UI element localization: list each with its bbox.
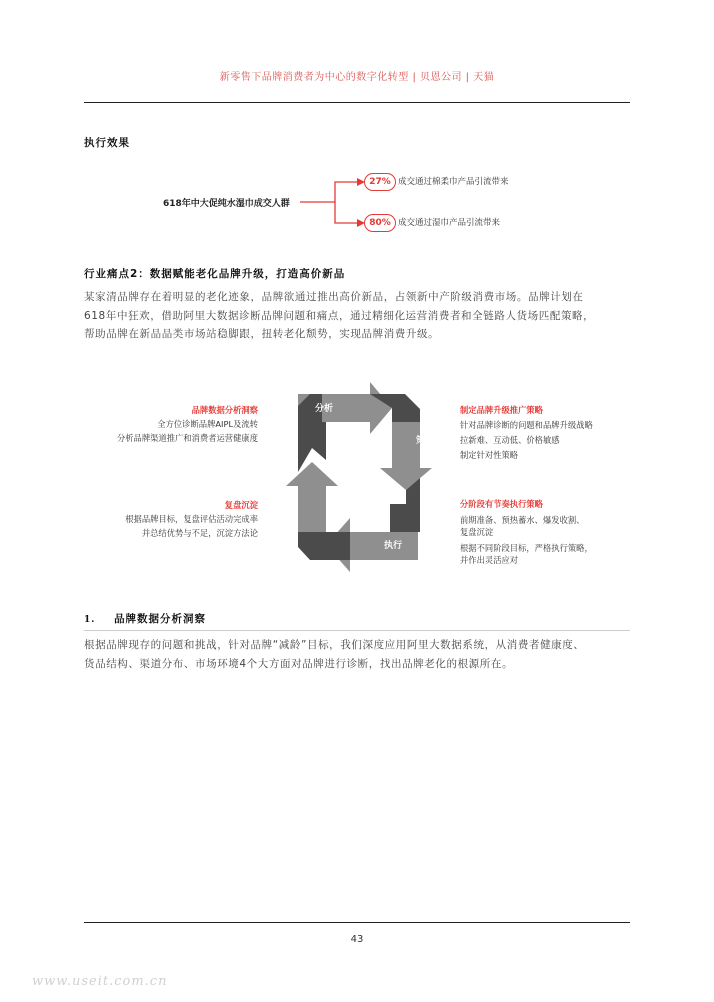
left-top-title: 品牌数据分析洞察 (191, 405, 258, 415)
page-header: 新零售下品牌消费者为中心的数字化转型 | 贝恩公司 | 天猫 (219, 72, 495, 83)
paragraph-line: 根据品牌现存的问题和挑战，针对品牌“减龄”目标，我们深度应用阿里大数据系统，从消费者健康度、 (84, 639, 585, 651)
paragraph-line: 618年中狂欢，借助阿里大数据诊断品牌问题和痛点，通过精细化运营消费者和全链路人货场匹配策略， (84, 309, 595, 322)
effect-source-label: 618年中大促纯水湿巾成交人群 (163, 199, 290, 209)
left-bottom-line: 并总结优势与不足，沉淀方法论 (141, 528, 258, 538)
paragraph-line: 某家清品牌存在着明显的老化迹象，品牌欲通过推出高价新品，占领新中产阶级消费市场。品牌计划在 (84, 291, 584, 303)
left-bottom-title: 复盘沉淀 (224, 500, 258, 510)
arrow-label-review: 复盘 (279, 510, 298, 520)
effect-connector-arrows (295, 170, 375, 235)
right-top-line: 针对品牌诊断的问题和品牌升级战略 (460, 420, 593, 430)
right-bottom-line: 并作出灵活应对 (460, 555, 519, 565)
left-top-line: 全方位诊断品牌AIPL及流转 (157, 419, 258, 429)
right-bottom-line: 前期准备、预热蓄水、爆发收割、 (460, 515, 585, 525)
section2-paragraph (84, 288, 644, 344)
left-bottom-line: 根据品牌目标，复盘评估活动完成率 (125, 514, 258, 524)
footer-divider (84, 922, 630, 923)
section3-heading (84, 611, 206, 626)
section3-title: 品牌数据分析洞察 (114, 613, 207, 625)
header-divider (84, 102, 630, 103)
paragraph-line: 货品结构、渠道分布、市场环境4个大方面对品牌进行诊断，找出品牌老化的根源所在。 (84, 657, 514, 670)
percent-badge-80: 80% (364, 214, 396, 232)
diagram-left-bottom (125, 498, 258, 540)
arrow-label-strategy: 策略 (416, 436, 435, 446)
cycle-diagram (270, 382, 445, 572)
diagram-right-bottom (460, 498, 593, 566)
arrow-label-analysis: 分析 (315, 404, 334, 414)
left-top-line: 分析品牌渠道推广和消费者运营健康度 (116, 433, 258, 443)
right-bottom-line: 根据不同阶段目标，严格执行策略， (460, 543, 593, 553)
watermark: www.useit.com.cn (32, 974, 168, 989)
right-bottom-line: 复盘沉淀 (460, 527, 494, 537)
right-top-line: 制定针对性策略 (460, 450, 519, 460)
arrow-label-execution: 执行 (384, 541, 403, 551)
section-title-execution-effect: 执行效果 (84, 137, 130, 149)
diagram-right-top (460, 403, 593, 463)
right-top-title: 制定品牌升级推广策略 (460, 405, 543, 415)
section3-number: 1. (84, 615, 96, 625)
section3-paragraph (84, 636, 644, 673)
percent-badge-27: 27% (364, 173, 396, 191)
diagram-left-top (117, 403, 258, 445)
section-title-pain-point-2: 行业痛点2：数据赋能老化品牌升级，打造高价新品 (84, 268, 346, 280)
right-top-line: 拉新难、互动低、价格敏感 (460, 435, 560, 445)
paragraph-line: 帮助品牌在新品品类市场站稳脚跟，扭转老化颓势，实现品牌消费升级。 (84, 328, 440, 340)
effect-item-2-text: 成交通过湿巾产品引流带来 (398, 218, 501, 228)
page-number: 43 (350, 934, 364, 945)
section3-divider (84, 630, 630, 631)
right-bottom-title: 分阶段有节奏执行策略 (460, 499, 543, 509)
effect-item-1-text: 成交通过棉柔巾产品引流带来 (398, 177, 509, 187)
arrow-review (286, 462, 338, 532)
